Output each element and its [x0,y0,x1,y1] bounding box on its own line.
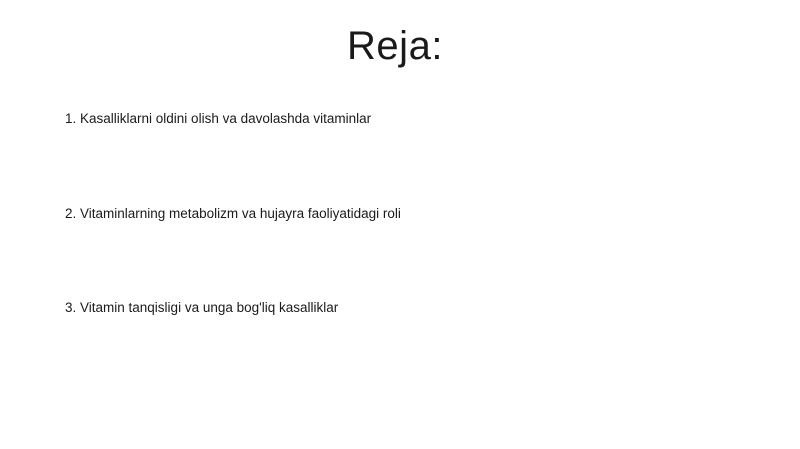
list-item: 1. Kasalliklarni oldini olish va davolashda vitaminlar [65,111,372,126]
slide-title: Reja: [347,24,443,68]
list-item: 3. Vitamin tanqisligi va unga bog'liq kasalliklar [65,300,339,315]
list-item: 2. Vitaminlarning metabolizm va hujayra faoliyatidagi roli [65,206,401,221]
